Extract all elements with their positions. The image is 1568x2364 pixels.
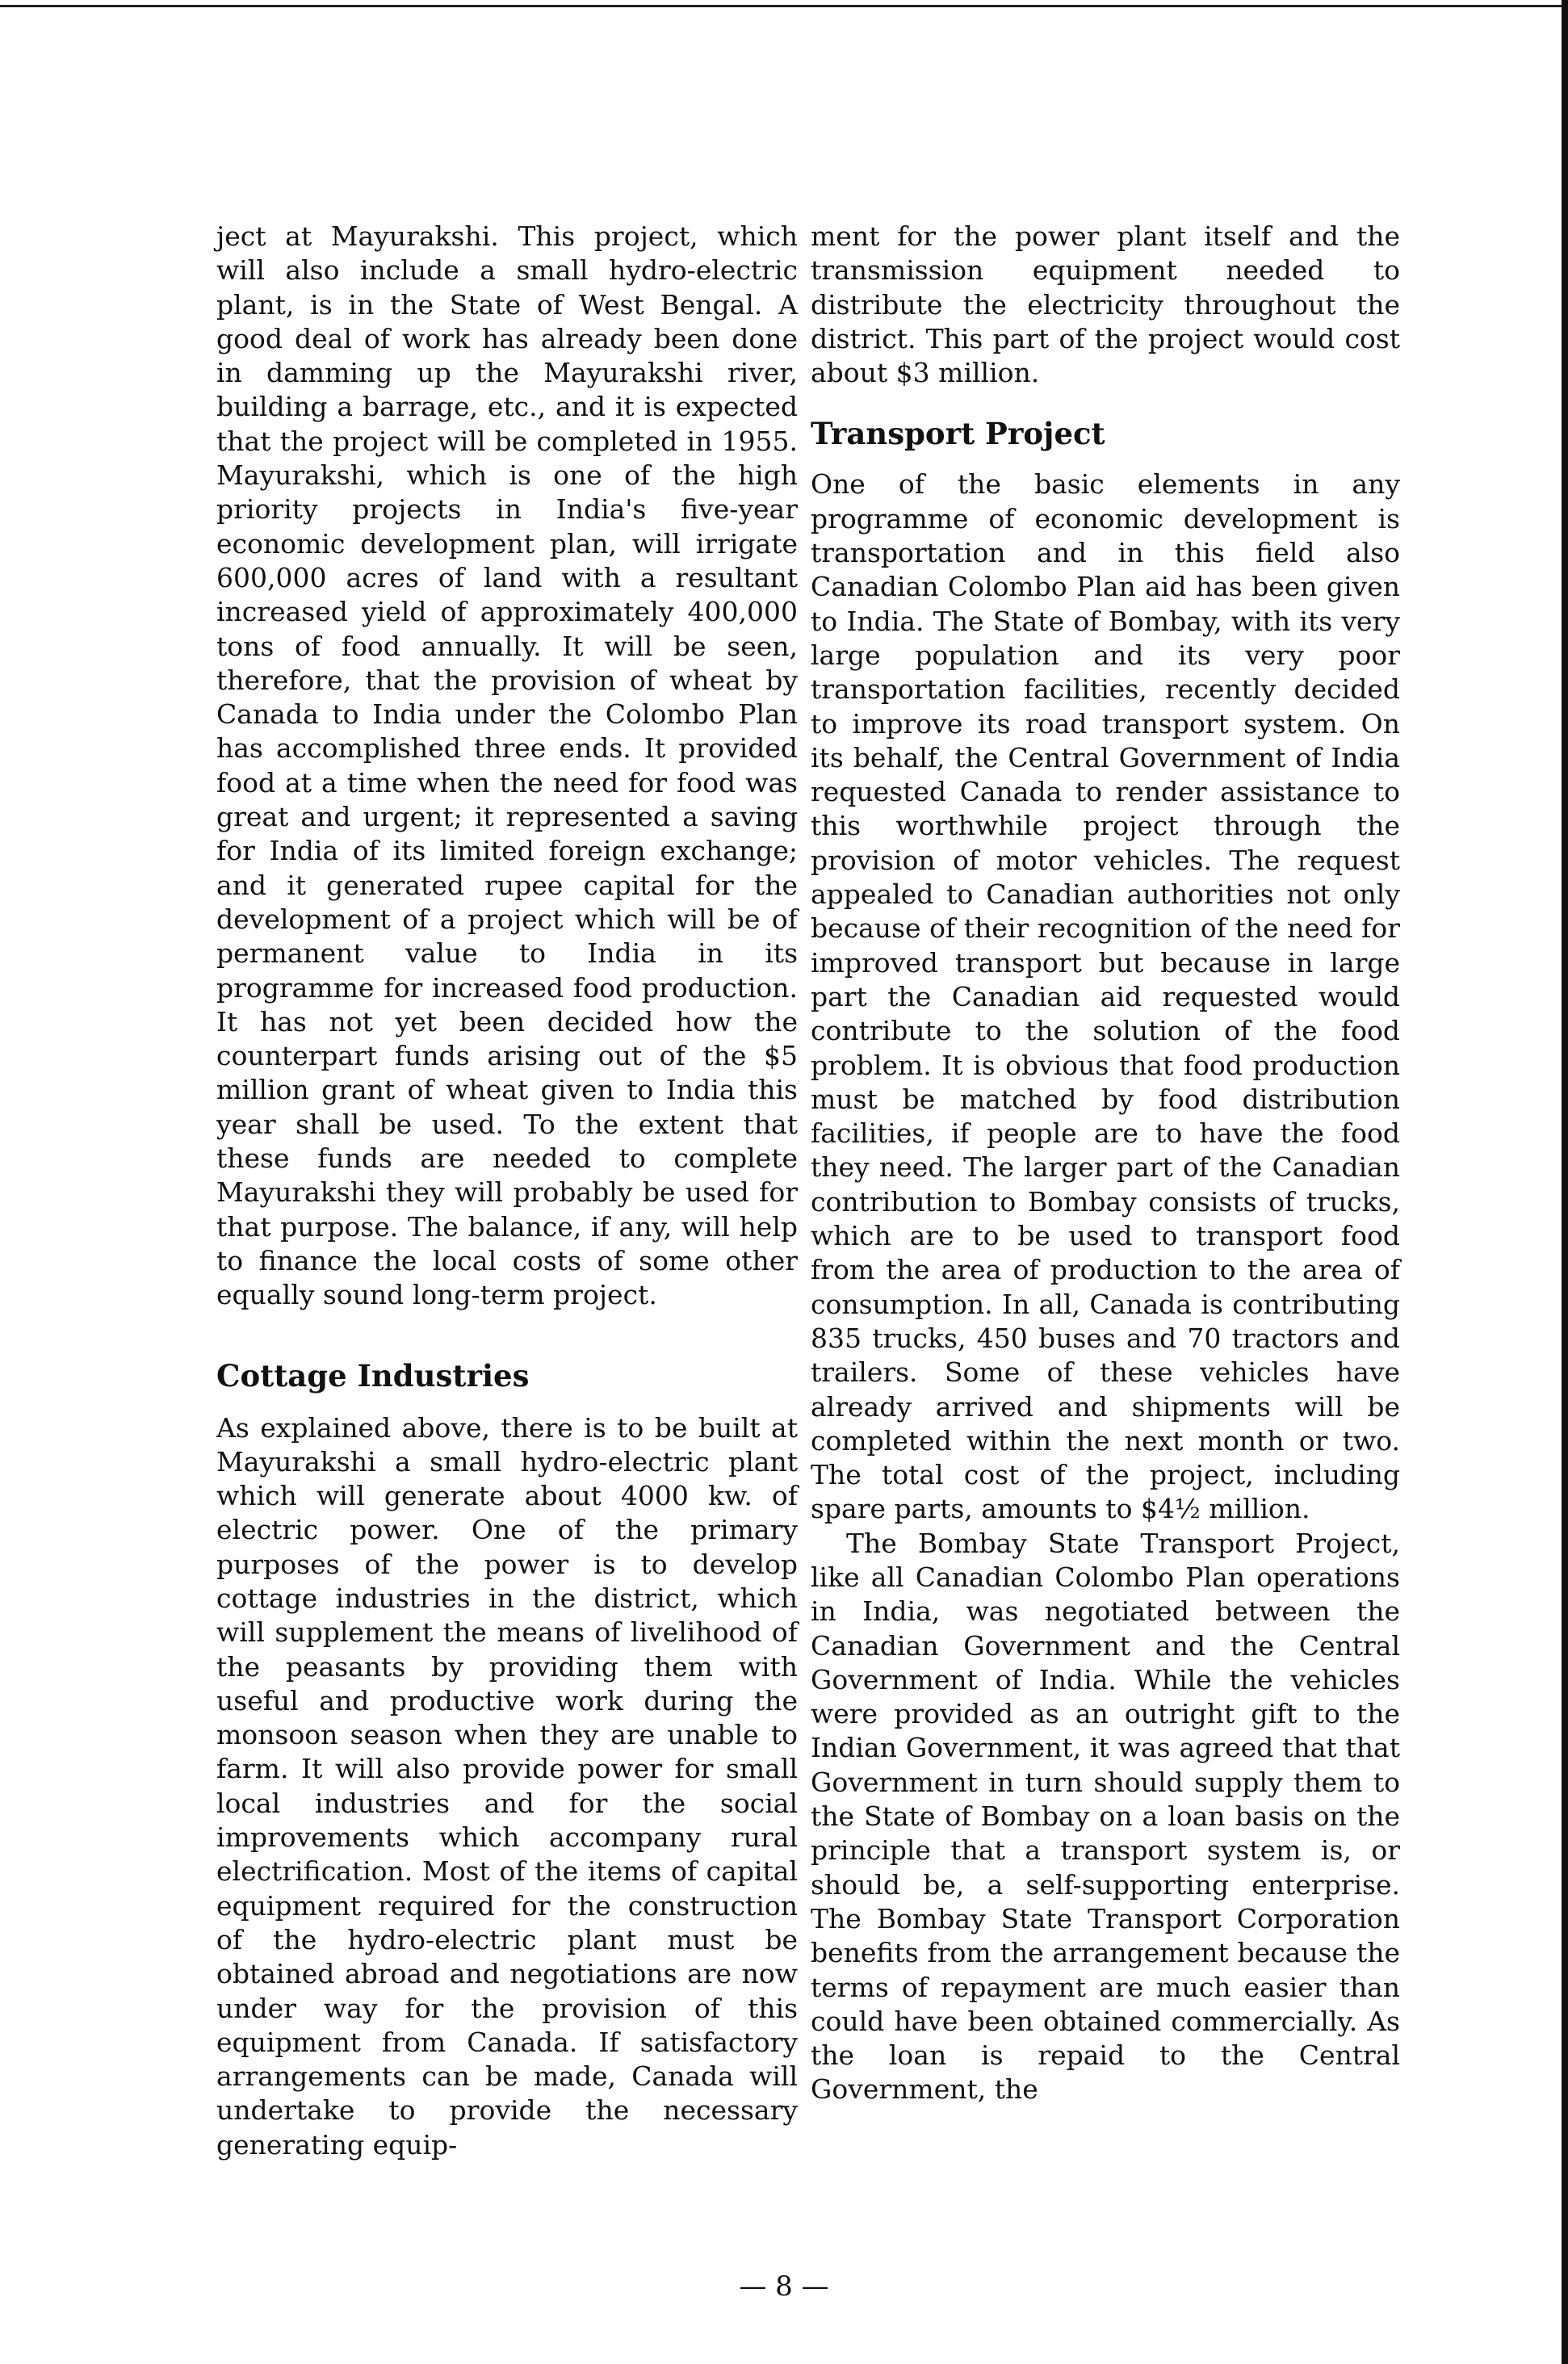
page-number: — 8 — xyxy=(739,2270,829,2303)
top-border-line xyxy=(0,5,1568,7)
right-page-edge xyxy=(1562,0,1568,2364)
left-paragraph-2: As explained above, there is to be built at Mayurakshi a small hydro-electric plant which will generate about 4000 kw. of electric power. One of the primary purposes of the power is to develop cottage industries in the district, which will supplement the means of livelihood of the peasants by providing them with useful and productive work during the monsoon season when they are unable to farm. It will also provide power for small local industries and for the social improvements which accompany rural electrification. Most of the items of capital equipment required for the construction of the hydro-electric plant must be obtained abroad and negotiations are now under way for the provision of this equipment from Canada. If satisfactory arrangements can be made, Canada will undertake to provide the necessary generating equip- xyxy=(216,1411,798,2161)
section-heading-transport-project: Transport Project xyxy=(811,416,1105,452)
left-paragraph-1: ject at Mayurakshi. This project, which will also include a small hydro-electric plant, is in the State of West Bengal. A good deal of work has already been done in damming up the Mayurakshi river, building a barrage, etc., and it is expected that the project will be completed in 1955. Mayurakshi, which is one of the high priority projects in India's five-year economic development plan, will irrigate 600,000 acres of land with a resultant increased yield of approximately 400,000 tons of food annually. It will be seen, therefore, that the provision of wheat by Canada to India under the Colombo Plan has accomplished three ends. It provided food at a time when the need for food was great and urgent; it represented a saving for India of its limited foreign exchange; and it generated rupee capital for the development of a project which will be of permanent value to India in its programme for increased food production. It has not yet been decided how the counterpart funds arising out of the $5 million grant of wheat given to India this year shall be used. To the extent that these funds are needed to complete Mayurakshi they will probably be used for that purpose. The balance, if any, will help to finance the local costs of some other equally sound long-term project. xyxy=(216,220,798,1311)
right-column xyxy=(811,220,1400,2107)
left-column xyxy=(216,220,798,2162)
right-paragraph-1: ment for the power plant itself and the transmission equipment needed to distribute the electricity throughout the district. This part of the project would cost about $3 million. xyxy=(811,220,1400,389)
right-paragraph-3: The Bombay State Transport Project, like all Canadian Colombo Plan operations in India, was negotiated between the Canadian Government and the Central Government of India. While the vehicles were provided as an outright gift to the Indian Government, it was agreed that that Government in turn should supply them to the State of Bombay on a loan basis on the principle that a transport system is, or should be, a self-supporting enterprise. The Bombay State Transport Corporation benefits from the arrangement because the terms of repayment are much easier than could have been obtained commercially. As the loan is repaid to the Central Government, the xyxy=(811,1527,1400,2106)
right-paragraph-2: One of the basic elements in any programme of economic development is transportation and in this field also Canadian Colombo Plan aid has been given to India. The State of Bombay, with its very large population and its very poor transportation facilities, recently decided to improve its road transport system. On its behalf, the Central Government of India requested Canada to render assistance to this worthwhile project through the provision of motor vehicles. The request appealed to Canadian authorities not only because of their recognition of the need for improved transport but because in large part the Canadian aid requested would contribute to the solution of the food problem. It is obvious that food production must be matched by food distribution facilities, if people are to have the food they need. The larger part of the Canadian contribution to Bombay consists of trucks, which are to be used to transport food from the area of production to the area of consumption. In all, Canada is contributing 835 trucks, 450 buses and 70 tractors and trailers. Some of these vehicles have already arrived and shipments will be completed within the next month or two. The total cost of the project, including spare parts, amounts to $4½ million. xyxy=(811,468,1400,1525)
section-heading-cottage-industries: Cottage Industries xyxy=(216,1357,530,1394)
